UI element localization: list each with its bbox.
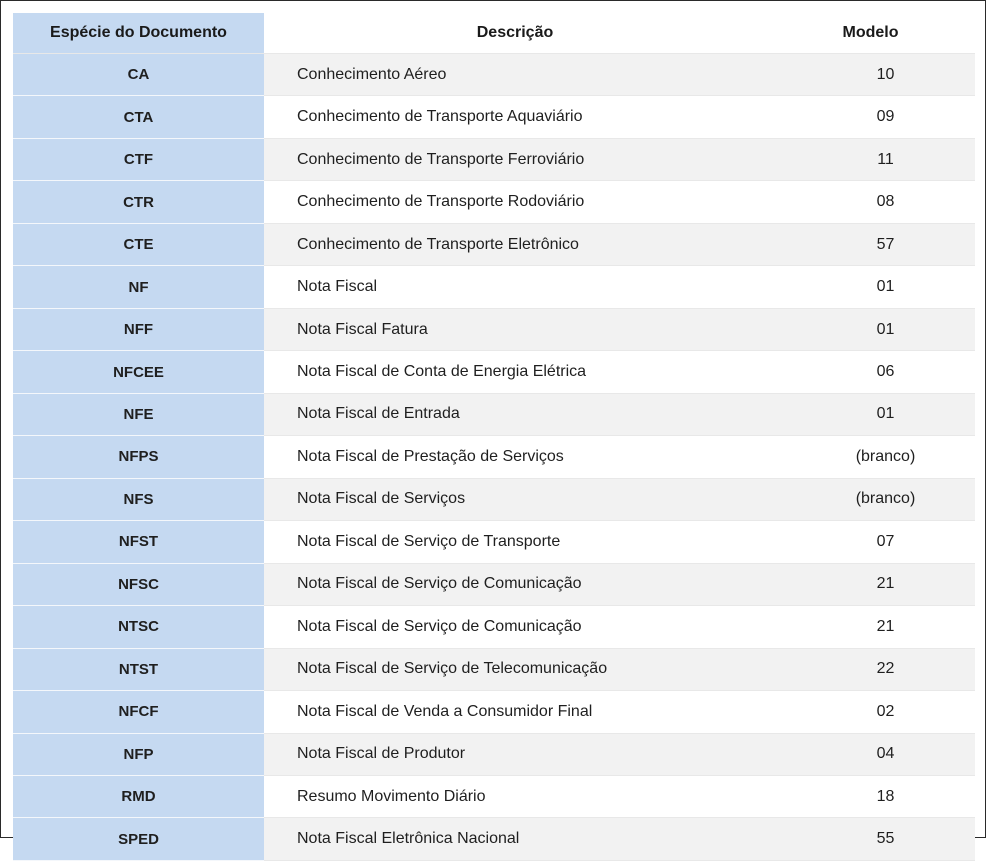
cell-descricao: Resumo Movimento Diário [264, 775, 766, 817]
cell-especie: NFCF [13, 691, 264, 733]
cell-descricao: Nota Fiscal [264, 266, 766, 308]
cell-especie: NFE [13, 393, 264, 435]
table-row [13, 775, 975, 817]
table-header-row [13, 13, 975, 54]
document-types-table [13, 13, 975, 861]
table-row [13, 521, 975, 563]
cell-descricao: Nota Fiscal de Conta de Energia Elétrica [264, 351, 766, 393]
cell-modelo: 01 [766, 308, 975, 350]
cell-especie: NFP [13, 733, 264, 775]
cell-modelo: 06 [766, 351, 975, 393]
table-row [13, 308, 975, 350]
table-row [13, 733, 975, 775]
cell-modelo: 10 [766, 54, 975, 96]
header-modelo: Modelo [766, 13, 975, 54]
cell-especie: SPED [13, 818, 264, 860]
cell-descricao: Nota Fiscal de Prestação de Serviços [264, 436, 766, 478]
cell-modelo: 55 [766, 818, 975, 860]
cell-modelo: (branco) [766, 478, 975, 520]
cell-descricao: Nota Fiscal Eletrônica Nacional [264, 818, 766, 860]
table-row [13, 266, 975, 308]
cell-modelo: 11 [766, 138, 975, 180]
cell-descricao: Nota Fiscal de Serviços [264, 478, 766, 520]
table-row [13, 393, 975, 435]
cell-descricao: Nota Fiscal de Entrada [264, 393, 766, 435]
table-row [13, 351, 975, 393]
table-row [13, 54, 975, 96]
cell-modelo: 09 [766, 96, 975, 138]
cell-descricao: Conhecimento de Transporte Aquaviário [264, 96, 766, 138]
cell-especie: NFSC [13, 563, 264, 605]
cell-descricao: Conhecimento de Transporte Rodoviário [264, 181, 766, 223]
cell-especie: NFCEE [13, 351, 264, 393]
table-row [13, 818, 975, 860]
cell-descricao: Nota Fiscal de Produtor [264, 733, 766, 775]
cell-especie: CTE [13, 223, 264, 265]
cell-modelo: 02 [766, 691, 975, 733]
cell-especie: NFPS [13, 436, 264, 478]
cell-especie: CTA [13, 96, 264, 138]
table-row [13, 478, 975, 520]
cell-especie: NFF [13, 308, 264, 350]
cell-descricao: Nota Fiscal de Serviço de Transporte [264, 521, 766, 563]
cell-descricao: Conhecimento Aéreo [264, 54, 766, 96]
header-descricao: Descrição [264, 13, 766, 54]
table-row [13, 691, 975, 733]
table-row [13, 138, 975, 180]
table-row [13, 223, 975, 265]
cell-modelo: 57 [766, 223, 975, 265]
cell-modelo: 08 [766, 181, 975, 223]
cell-especie: RMD [13, 775, 264, 817]
cell-descricao: Nota Fiscal de Venda a Consumidor Final [264, 691, 766, 733]
cell-descricao: Conhecimento de Transporte Eletrônico [264, 223, 766, 265]
cell-modelo: 01 [766, 393, 975, 435]
table-body [13, 54, 975, 861]
cell-descricao: Conhecimento de Transporte Ferroviário [264, 138, 766, 180]
cell-modelo: 04 [766, 733, 975, 775]
cell-modelo: 22 [766, 648, 975, 690]
cell-especie: NTST [13, 648, 264, 690]
cell-descricao: Nota Fiscal de Serviço de Comunicação [264, 563, 766, 605]
cell-especie: CA [13, 54, 264, 96]
cell-modelo: 21 [766, 563, 975, 605]
table-row [13, 181, 975, 223]
cell-modelo: 01 [766, 266, 975, 308]
cell-modelo: 21 [766, 606, 975, 648]
cell-descricao: Nota Fiscal de Serviço de Comunicação [264, 606, 766, 648]
cell-especie: NTSC [13, 606, 264, 648]
table-row [13, 96, 975, 138]
table-row [13, 563, 975, 605]
table-row [13, 606, 975, 648]
cell-descricao: Nota Fiscal Fatura [264, 308, 766, 350]
cell-especie: NF [13, 266, 264, 308]
cell-modelo: 18 [766, 775, 975, 817]
cell-descricao: Nota Fiscal de Serviço de Telecomunicação [264, 648, 766, 690]
cell-especie: CTR [13, 181, 264, 223]
header-especie: Espécie do Documento [13, 13, 264, 54]
table-row [13, 436, 975, 478]
table-row [13, 648, 975, 690]
cell-especie: NFS [13, 478, 264, 520]
cell-modelo: (branco) [766, 436, 975, 478]
cell-especie: NFST [13, 521, 264, 563]
cell-especie: CTF [13, 138, 264, 180]
cell-modelo: 07 [766, 521, 975, 563]
